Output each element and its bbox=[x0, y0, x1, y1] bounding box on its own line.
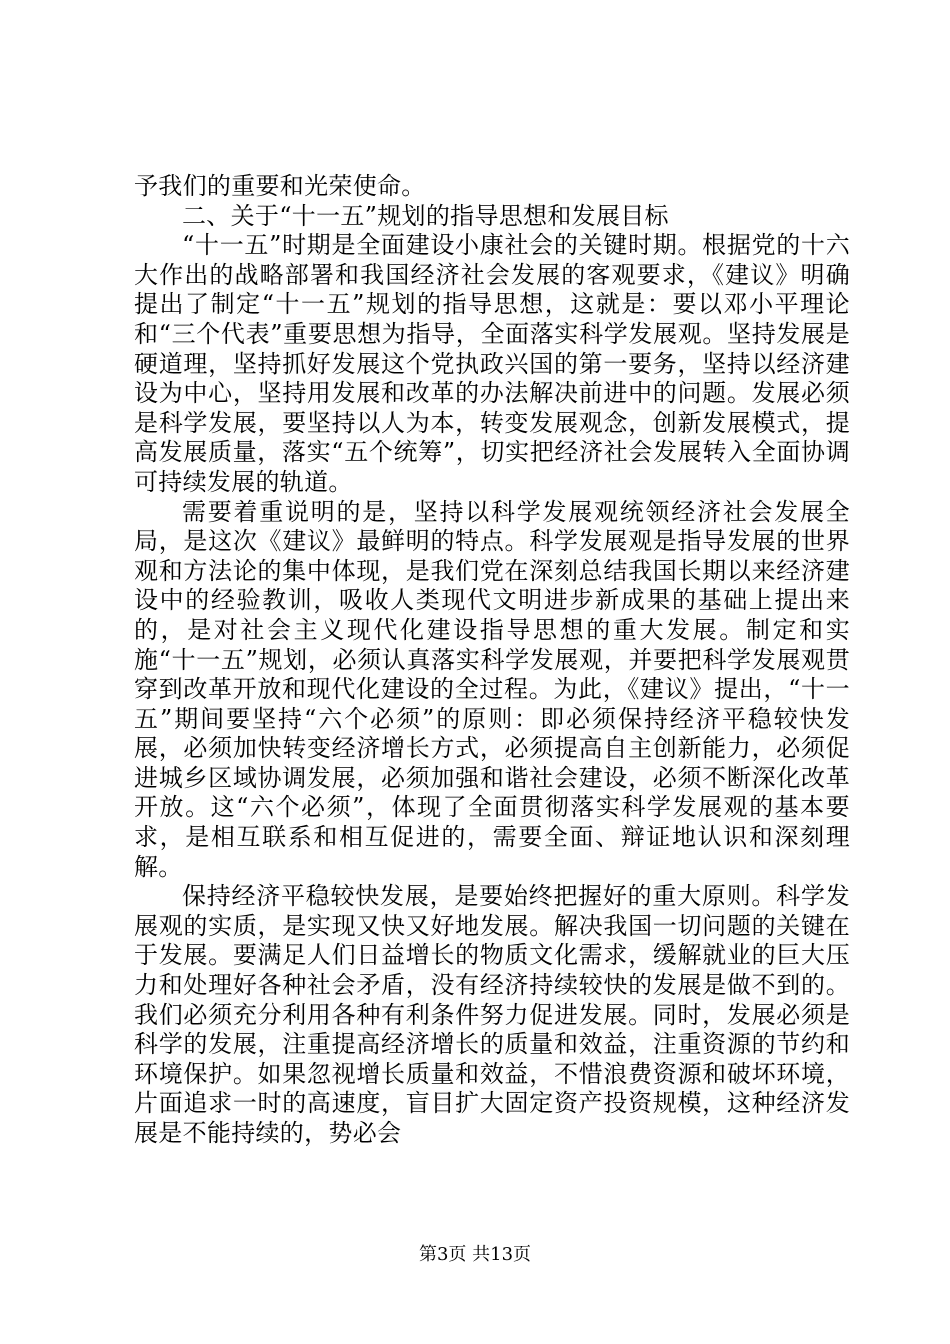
paragraph-4: 保持经济平稳较快发展，是要始终把握好的重大原则。科学发展观的实质，是实现又快又好地发展。解决我国一切问题的关键在于发展。要满足人们日益增长的物质文化需求，缓解就业的巨大压力和处理好各种社会矛盾，没有经济持续较快的发展是做不到的。我们必须充分利用各种有利条件努力促进发展。同时，发展必须是科学的发展，注重提高经济增长的质量和效益，注重资源的节约和环境保护。如果忽视增长质量和效益，不惜浪费资源和破坏环境，片面追求一时的高速度，盲目扩大固定资产投资规模，这种经济发展是不能持续的，势必会 bbox=[134, 882, 850, 1147]
paragraph-1: 予我们的重要和光荣使命。 bbox=[134, 172, 426, 200]
paragraph-3: 需要着重说明的是，坚持以科学发展观统领经济社会发展全局，是这次《建议》最鲜明的特点。科学发展观是指导发展的世界观和方法论的集中体现，是我们党在深刻总结我国长期以来经济建设中的经验教训，吸收人类现代文明进步新成果的基础上提出来的，是对社会主义现代化建设指导思想的重大发展。制定和实施“十一五”规划，必须认真落实科学发展观，并要把科学发展观贯穿到改革开放和现代化建设的全过程。为此，《建议》提出，“十一五”期间要坚持“六个必须”的原则：即必须保持经济平稳较快发展，必须加快转变经济增长方式，必须提高自主创新能力，必须促进城乡区域协调发展，必须加强和谐社会建设，必须不断深化改革开放。这“六个必须”，体现了全面贯彻落实科学发展观的基本要求，是相互联系和相互促进的，需要全面、辩证地认识和深刻理解。 bbox=[134, 497, 850, 881]
paragraph-2: “十一五”时期是全面建设小康社会的关键时期。根据党的十六大作出的战略部署和我国经济社会发展的客观要求，《建议》明确提出了制定“十一五”规划的指导思想，这就是：要以邓小平理论和“三个代表”重要思想为指导，全面落实科学发展观。坚持发展是硬道理，坚持抓好发展这个党执政兴国的第一要务，坚持以经济建设为中心，坚持用发展和改革的办法解决前进中的问题。发展必须是科学发展，要坚持以人为本，转变发展观念，创新发展模式，提高发展质量，落实“五个统筹”，切实把经济社会发展转入全面协调可持续发展的轨道。 bbox=[134, 231, 850, 496]
page-number-label: 第3页 共13页 bbox=[418, 1244, 532, 1265]
page-footer bbox=[0, 1244, 950, 1266]
document-body bbox=[134, 172, 850, 1149]
section-heading: 二、关于“十一五”规划的指导思想和发展目标 bbox=[182, 201, 669, 230]
